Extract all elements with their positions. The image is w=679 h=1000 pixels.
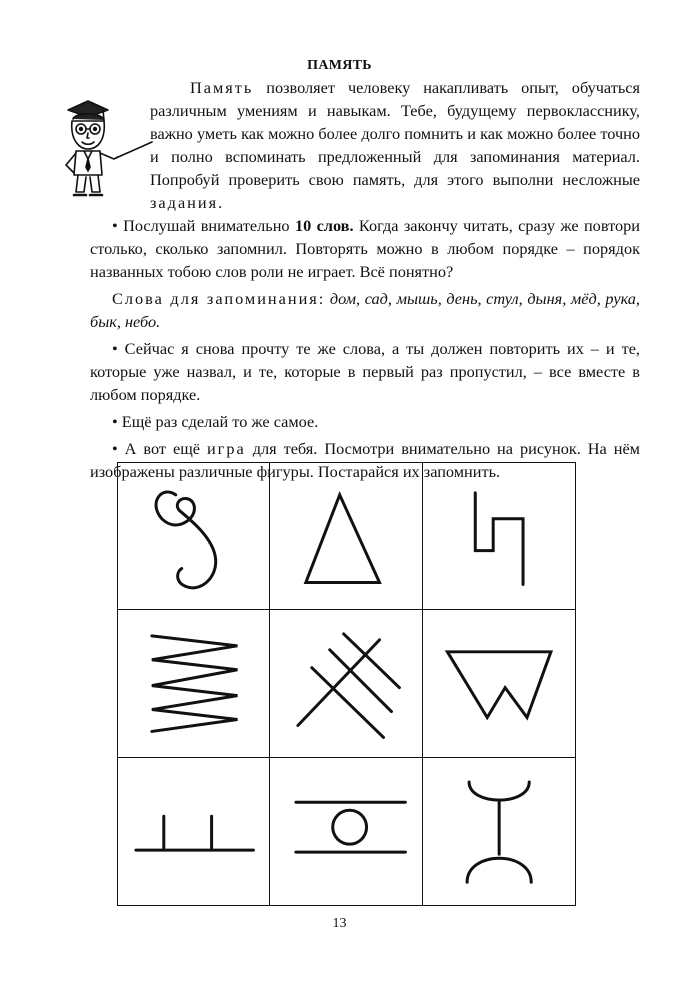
instructions xyxy=(90,214,640,487)
paragraph-repeat: • Сейчас я снова прочту те же слова, а ты должен повторить их – и те, которые уже назвал, и те, которые в первый раз пропустил, – все вместе в любом порядке. xyxy=(90,339,640,404)
para1-bold: 10 слов. xyxy=(294,216,354,235)
figure-cell xyxy=(118,463,270,610)
figure-cell xyxy=(423,758,575,905)
zigzag-icon xyxy=(118,610,269,756)
circle-between-lines-icon xyxy=(270,758,421,905)
para5-lead: • А вот ещё xyxy=(112,439,207,458)
figure-cell xyxy=(118,610,270,757)
page-title: ПАМЯТЬ xyxy=(307,58,372,73)
figure-cell xyxy=(423,610,575,757)
double-arc-icon xyxy=(423,758,575,905)
figure-cell xyxy=(270,610,422,757)
figure-cell xyxy=(118,758,270,905)
figure-grid xyxy=(117,462,576,906)
para5-spaced: игра xyxy=(206,439,246,458)
crossed-lines-icon xyxy=(270,610,421,756)
intro-lead: Память xyxy=(190,78,254,97)
w-trapezoid-icon xyxy=(423,610,575,756)
para1-rest: Когда закончу читать, сразу же повтори столько, сколько запомнил. Повторять можно в любом порядке – порядок названных тобою слов роли не играет. Всё понятно? xyxy=(90,216,640,281)
schoolboy-pointer-icon xyxy=(60,95,155,200)
comb-line-icon xyxy=(118,758,269,905)
stepped-line-icon xyxy=(423,463,575,609)
para1-lead: • Послушай внимательно xyxy=(112,216,295,235)
s-spiral-icon xyxy=(118,463,269,609)
figure-cell xyxy=(270,758,422,905)
paragraph-words xyxy=(90,287,640,333)
intro-spaced: задания xyxy=(150,193,219,212)
figure-cell xyxy=(423,463,575,610)
triangle-icon xyxy=(270,463,421,609)
intro-paragraph xyxy=(150,76,640,214)
para5-rest: для тебя. Посмотри внимательно на рисунок. На нём изображены различные фигуры. Постарайся их запомнить. xyxy=(90,439,640,481)
paragraph-again: • Ещё раз сделай то же самое. xyxy=(112,412,319,431)
paragraph-listen xyxy=(90,214,640,283)
words-label: Слова для запоминания: xyxy=(112,289,326,308)
intro-end: . xyxy=(218,193,223,212)
figure-cell xyxy=(270,463,422,610)
intro-text: позволяет человеку накапливать опыт, обучаться различным умениям и навыкам. Тебе, будущему первокласснику, важно уметь как можно более долго помнить и как можно более точно и полно вспоминать предложенный для запоминания материал. Попробуй проверить свою память, для этого выполни несложные xyxy=(150,78,640,189)
words-list: дом, сад, мышь, день, стул, дыня, мёд, рука, бык, небо. xyxy=(90,289,640,331)
page-number: 13 xyxy=(332,916,347,931)
